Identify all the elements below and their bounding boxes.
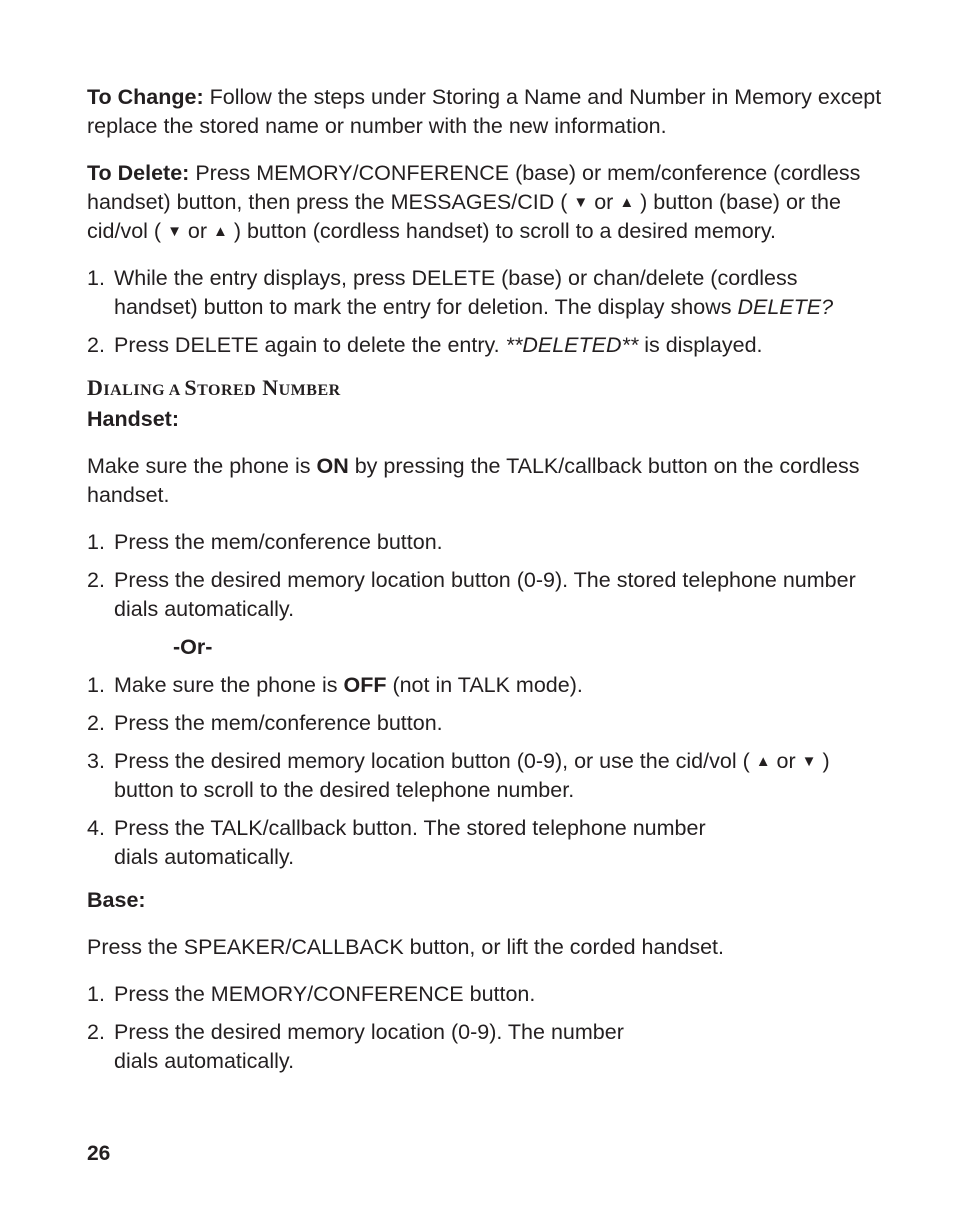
step-text: Press the mem/conference button.: [114, 711, 443, 735]
step-number: 1.: [87, 982, 105, 1006]
list-item: [87, 671, 887, 700]
step-text: Press the TALK/callback button. The stored telephone number dials automatically.: [114, 816, 706, 869]
handset-intro: [87, 452, 887, 510]
handset-steps-b: [87, 671, 887, 872]
page-number: 26: [87, 1142, 111, 1165]
to-delete-text: ) button (cordless handset) to scroll to a desired memory.: [227, 219, 776, 243]
up-arrow-icon: ▲: [213, 223, 228, 240]
delete-steps-list: [87, 264, 887, 360]
step-text: or: [770, 749, 802, 773]
step-number: 2.: [87, 711, 105, 735]
intro-text: Make sure the phone is: [87, 454, 317, 478]
down-arrow-icon: ▼: [801, 753, 817, 770]
section-title: [87, 374, 887, 405]
to-delete-paragraph: [87, 159, 887, 246]
list-item: [87, 747, 887, 805]
down-arrow-icon: ▼: [167, 223, 182, 240]
step-text: Press the MEMORY/CONFERENCE button.: [114, 982, 536, 1006]
step-text: ) button to scroll to the desired telephone number.: [114, 749, 830, 802]
title-part: N: [256, 375, 279, 400]
handset-heading: Handset:: [87, 407, 179, 431]
base-intro: Press the SPEAKER/CALLBACK button, or lift the corded handset.: [87, 935, 724, 959]
base-heading: Base:: [87, 888, 146, 912]
list-item: [87, 814, 887, 872]
intro-bold: ON: [316, 454, 349, 478]
intro-text: by pressing the TALK/callback button on the cordless handset.: [87, 454, 860, 507]
up-arrow-icon: ▲: [755, 753, 771, 770]
display-text: **DELETED**: [505, 333, 639, 357]
list-item: [87, 1018, 887, 1076]
list-item: [87, 264, 887, 322]
up-arrow-icon: ▲: [619, 194, 635, 211]
list-item: [87, 528, 887, 557]
step-number: 1.: [87, 530, 105, 554]
step-text: Press the desired memory location (0-9). The number dials automatically.: [114, 1020, 624, 1073]
step-number: 1.: [87, 266, 105, 290]
to-delete-text: or: [588, 190, 620, 214]
step-number: 4.: [87, 816, 105, 840]
step-text: (not in TALK mode).: [386, 673, 583, 697]
to-delete-label: To Delete:: [87, 161, 190, 185]
step-text: Press the mem/conference button.: [114, 530, 443, 554]
step-text: is displayed.: [638, 333, 763, 357]
step-text: Press the desired memory location button (0-9). The stored telephone number dials automatically.: [114, 568, 856, 621]
title-part: D: [87, 375, 104, 400]
list-item: [87, 980, 887, 1009]
step-number: 2.: [87, 568, 105, 592]
title-part: S: [184, 375, 198, 400]
list-item: [87, 566, 887, 624]
to-delete-text: ) button (base) or the cid/vol (: [87, 190, 841, 243]
title-part: UMBER: [278, 382, 341, 399]
title-part: A: [165, 382, 185, 399]
display-text: DELETE?: [737, 295, 834, 319]
to-change-text: Follow the steps under Storing a Name and Number in Memory except replace the stored name or number with the new information.: [87, 85, 882, 138]
list-item: [87, 331, 887, 360]
base-steps: [87, 980, 887, 1076]
list-item: [87, 709, 887, 738]
handset-steps-a: [87, 528, 887, 624]
step-number: 2.: [87, 1020, 105, 1044]
step-text: Press DELETE again to delete the entry.: [114, 333, 506, 357]
step-text: While the entry displays, press DELETE (base) or chan/delete (cordless handset) button to mark the entry for deletion. The display shows: [114, 266, 798, 319]
down-arrow-icon: ▼: [573, 194, 589, 211]
page-content: [87, 83, 887, 1090]
step-text: Make sure the phone is: [114, 673, 344, 697]
to-delete-text: or: [181, 219, 213, 243]
or-separator: -Or-: [173, 635, 213, 659]
step-number: 3.: [87, 749, 105, 773]
title-part: TORED: [197, 382, 257, 399]
title-part: IALING: [103, 382, 166, 399]
step-bold: OFF: [343, 673, 387, 697]
step-text: Press the desired memory location button (0-9), or use the cid/vol (: [114, 749, 756, 773]
to-change-paragraph: [87, 83, 887, 141]
to-change-label: To Change:: [87, 85, 204, 109]
step-number: 2.: [87, 333, 105, 357]
to-delete-text: Press MEMORY/CONFERENCE (base) or mem/conference (cordless handset) button, then press the MESSAGES/CID (: [87, 161, 861, 214]
step-number: 1.: [87, 673, 105, 697]
